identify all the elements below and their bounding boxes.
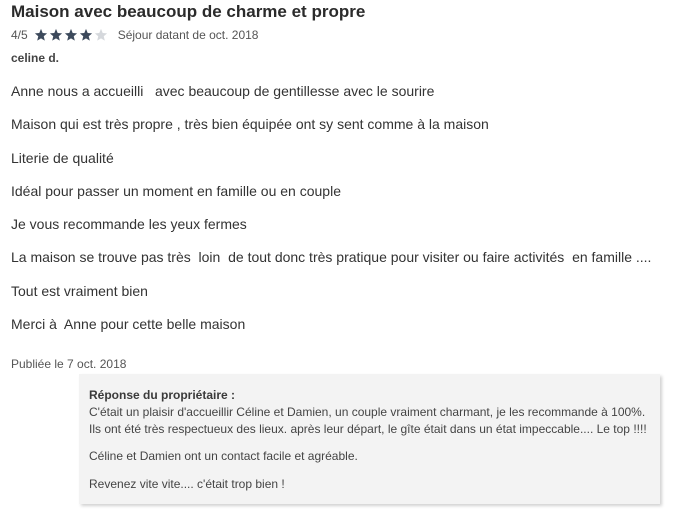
review-line: Maison qui est très propre , très bien équipée ont sy sent comme à la maison bbox=[11, 116, 489, 133]
owner-reply-paragraph: Revenez vite vite.... c'était trop bien ! bbox=[89, 477, 285, 491]
owner-reply bbox=[79, 374, 660, 504]
review-line: Merci à Anne pour cette belle maison bbox=[11, 316, 246, 333]
star-icon bbox=[64, 28, 78, 42]
star-icon bbox=[49, 28, 63, 42]
review-line: Idéal pour passer un moment en famille ou en couple bbox=[11, 182, 341, 199]
star-icon bbox=[94, 28, 108, 42]
rating-score: 4/5 bbox=[11, 28, 28, 42]
review-line: Tout est vraiment bien bbox=[11, 282, 148, 299]
rating-row bbox=[11, 27, 258, 43]
review-line: Anne nous a accueilli avec beaucoup de gentillesse avec le sourire bbox=[11, 83, 435, 99]
owner-reply-paragraph: Céline et Damien ont un contact facile et agréable. bbox=[89, 449, 358, 463]
reviewer-name[interactable]: celine d. bbox=[11, 51, 60, 65]
stay-date: Séjour datant de oct. 2018 bbox=[117, 28, 259, 42]
review-line: Je vous recommande les yeux fermes bbox=[11, 216, 247, 233]
owner-reply-heading: Réponse du propriétaire : bbox=[89, 388, 236, 402]
owner-reply-paragraph: C'était un plaisir d'accueillir Céline et Damien, un couple vraiment charmant, je les recommande à 100%. Ils ont été très respectueux des lieux. après leur départ, le gîte était dans un état impeccable.... Le top !!!! bbox=[89, 405, 647, 436]
star-icon bbox=[79, 28, 93, 42]
review-line: Literie de qualité bbox=[11, 149, 114, 166]
star-rating bbox=[34, 28, 108, 42]
review-title: Maison avec beaucoup de charme et propre bbox=[11, 2, 366, 21]
review-line: La maison se trouve pas très loin de tout donc très pratique pour visiter ou faire activités en famille .... bbox=[11, 249, 652, 266]
star-icon bbox=[34, 28, 48, 42]
review-body bbox=[11, 83, 671, 349]
published-date: Publiée le 7 oct. 2018 bbox=[11, 357, 127, 371]
